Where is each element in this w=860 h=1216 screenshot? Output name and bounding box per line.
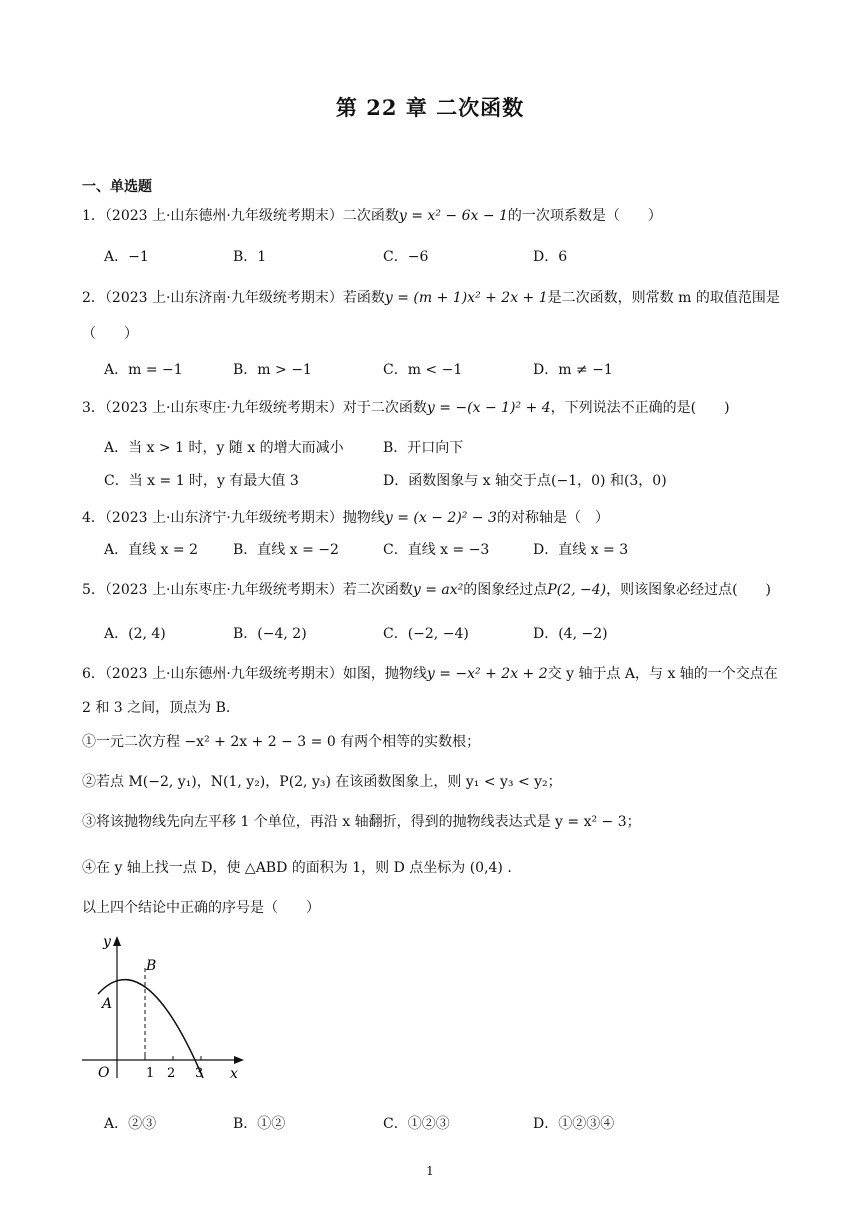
q6-stem-text: 6．（2023 上·山东德州·九年级统考期末）如图，抛物线 [82, 666, 427, 682]
x-axis-label: x [230, 1066, 238, 1082]
q6-conclusion-3: ③将该抛物线先向左平移 1 个单位，再沿 x 轴翻折，得到的抛物线表达式是 y = x² − 3； [82, 814, 641, 830]
page-number: 1 [426, 1164, 434, 1178]
q5-option-c: C．(−2, −4) [383, 626, 469, 642]
q2-option-a: A．m = −1 [104, 362, 183, 378]
q5-stem-text: 5．（2023 上·山东枣庄·九年级统考期末）若二次函数 [82, 582, 413, 598]
q2-answer-paren: （ ） [82, 326, 138, 342]
x-tick-label-3: 3 [195, 1066, 204, 1081]
q4-option-c: C．直线 x = −3 [383, 542, 490, 558]
question-3-stem [82, 398, 730, 418]
q4-tail: 的对称轴是（ ） [496, 510, 609, 526]
q6-conclusion-4: ④在 y 轴上找一点 D，使 △ABD 的面积为 1，则 D 点坐标为 (0,4) . [82, 860, 512, 876]
x-tick-label-1: 1 [146, 1066, 155, 1081]
q4-stem-text: 4．（2023 上·山东济宁·九年级统考期末）抛物线 [82, 510, 385, 526]
point-b-label: B [146, 958, 157, 974]
section-heading: 一、单选题 [82, 179, 152, 195]
q3-option-b: B．开口向下 [383, 440, 464, 456]
q6-option-a: A．②③ [104, 1116, 157, 1132]
q6-line-2: 2 和 3 之间，顶点为 B. [82, 700, 231, 716]
q5-option-a: A．(2, 4) [104, 626, 166, 642]
q2-formula: y = (m + 1)x² + 2x + 1 [384, 290, 548, 306]
q3-tail: ，下列说法不正确的是( ) [550, 400, 730, 416]
question-2-stem [82, 288, 780, 308]
q6-tail: 交 y 轴于点 A，与 x 轴的一个交点在 [547, 666, 778, 682]
q2-option-c: C．m < −1 [383, 362, 463, 378]
q3-option-a: A．当 x > 1 时，y 随 x 的增大而减小 [104, 440, 344, 456]
question-5-stem [82, 580, 771, 600]
q6-formula: y = −x² + 2x + 2 [426, 666, 548, 682]
q6-option-b: B．①② [233, 1116, 286, 1132]
y-axis-label: y [103, 934, 111, 950]
q3-option-c: C．当 x = 1 时，y 有最大值 3 [104, 473, 299, 489]
q1-stem-text: 1．（2023 上·山东德州·九年级统考期末）二次函数 [82, 208, 399, 224]
origin-label: O [98, 1065, 110, 1081]
q1-tail: 的一次项系数是（ ） [507, 208, 662, 224]
y-axis-arrow [113, 936, 121, 946]
q6-option-c: C．①②③ [383, 1116, 450, 1132]
q1-option-c: C．−6 [383, 249, 429, 265]
question-4-stem [82, 508, 609, 528]
q6-conclusion-1: ①一元二次方程 −x² + 2x + 2 − 3 = 0 有两个相等的实数根； [82, 734, 481, 750]
q1-option-b: B．1 [233, 249, 267, 265]
q6-option-d: D．①②③④ [533, 1116, 615, 1132]
q4-formula: y = (x − 2)² − 3 [384, 510, 497, 526]
q5-option-d: D．(4, −2) [533, 626, 608, 642]
q1-option-d: D．6 [533, 249, 568, 265]
q4-option-b: B．直线 x = −2 [233, 542, 339, 558]
q3-stem-text: 3．（2023 上·山东枣庄·九年级统考期末）对于二次函数 [82, 400, 427, 416]
parabola-curve [98, 980, 203, 1078]
q4-option-d: D．直线 x = 3 [533, 542, 629, 558]
q2-option-d: D．m ≠ −1 [533, 362, 613, 378]
q6-conclusion-2: ②若点 M(−2, y₁)，N(1, y₂)，P(2, y₃) 在该函数图象上，则 y₁ < y₃ < y₂； [82, 774, 562, 790]
q6-question: 以上四个结论中正确的序号是（ ） [82, 900, 320, 916]
parabola-graph [78, 932, 248, 1082]
q2-option-b: B．m > −1 [233, 362, 312, 378]
q2-tail: 是二次函数，则常数 m 的取值范围是 [547, 290, 780, 306]
x-axis-arrow [234, 1056, 244, 1064]
q5-point: P(2, −4) [547, 582, 607, 598]
q1-formula: y = x² − 6x − 1 [398, 208, 508, 224]
question-1-stem [82, 206, 662, 226]
q5-formula: y = ax² [412, 582, 464, 598]
q3-option-d: D．函数图象与 x 轴交于点(−1，0) 和(3，0) [383, 473, 667, 489]
q3-formula: y = −(x − 1)² + 4 [426, 400, 551, 416]
question-6-stem [82, 664, 778, 684]
q4-option-a: A．直线 x = 2 [104, 542, 198, 558]
x-tick-label-2: 2 [167, 1066, 176, 1081]
q5-mid: 的图象经过点 [463, 582, 548, 598]
page-title: 第 22 章 二次函数 [335, 95, 525, 120]
q5-tail: ，则该图象必经过点( ) [606, 582, 772, 598]
q5-option-b: B．(−4, 2) [233, 626, 307, 642]
q1-option-a: A．−1 [104, 249, 149, 265]
point-a-label: A [102, 996, 113, 1012]
q2-stem-text: 2．（2023 上·山东济南·九年级统考期末）若函数 [82, 290, 385, 306]
